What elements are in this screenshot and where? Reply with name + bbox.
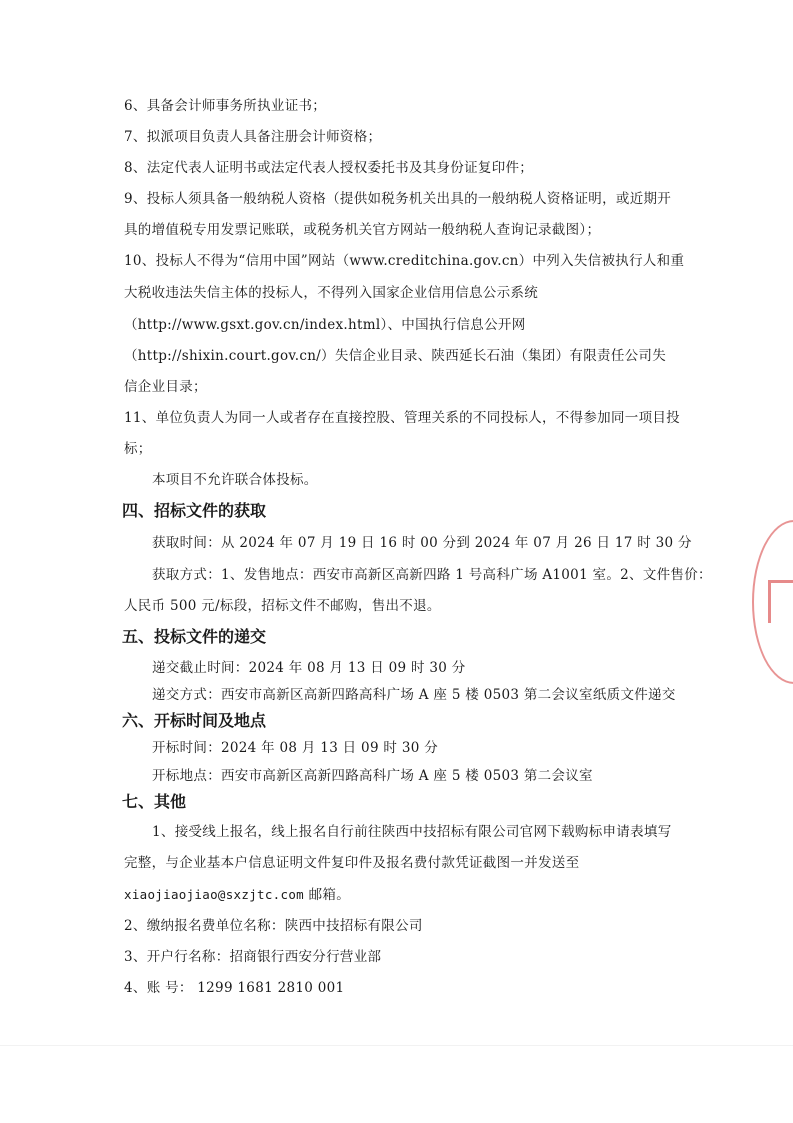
online-registration-line1: 1、接受线上报名，线上报名自行前往陕西中技招标有限公司官网下载购标申请表填写: [152, 824, 672, 840]
opening-location: 开标地点：西安市高新区高新四路高科广场 A 座 5 楼 0503 第二会议室: [152, 768, 593, 784]
requirement-7: 7、拟派项目负责人具备注册会计师资格；: [124, 129, 382, 145]
email-line: [124, 885, 733, 905]
requirement-10-line1: 10、投标人不得为“信用中国”网站（www.creditchina.gov.cn）中列入失信被执行人和重: [124, 253, 685, 269]
online-registration-line2: 完整，与企业基本户信息证明文件复印件及报名费付款凭证截图一并发送至: [124, 855, 580, 871]
email-suffix: 邮箱。: [304, 887, 350, 903]
email-address: xiaojiaojiao@sxzjtc.com: [124, 887, 304, 902]
acquisition-time: 获取时间：从 2024 年 07 月 19 日 16 时 00 分到 2024 年 07 月 26 日 17 时 30 分: [152, 535, 692, 551]
requirement-9-line1: 9、投标人须具备一般纳税人资格（提供如税务机关出具的一般纳税人资格证明，或近期开: [124, 191, 672, 207]
account-number: 4、账 号： 1299 1681 2810 001: [124, 980, 345, 996]
opening-time: 开标时间：2024 年 08 月 13 日 09 时 30 分: [152, 740, 438, 756]
acquisition-method: 获取方式：1、发售地点：西安市高新区高新四路 1 号高科广场 A1001 室。2、文件售价：: [152, 567, 712, 583]
requirement-9-line2: 具的增值税专用发票记账联，或税务机关官方网站一般纳税人查询记录截图）；: [124, 222, 601, 238]
seal-stamp: [752, 520, 793, 684]
section-6-title: 六、开标时间及地点: [122, 711, 267, 730]
requirement-10-line5: 信企业目录；: [124, 379, 207, 395]
submission-deadline: 递交截止时间：2024 年 08 月 13 日 09 时 30 分: [152, 660, 466, 676]
section-4-title: 四、招标文件的获取: [122, 501, 267, 520]
requirement-8: 8、法定代表人证明书或法定代表人授权委托书及其身份证复印件；: [124, 160, 534, 176]
requirement-10-line2: 大税收违法失信主体的投标人，不得列入国家企业信用信息公示系统: [124, 285, 538, 301]
requirement-10-line3: （http://www.gsxt.gov.cn/index.html）、中国执行信息公开网: [124, 317, 526, 333]
scan-artifact-line: [0, 1045, 793, 1046]
requirement-11-line2: 标；: [124, 441, 152, 457]
acquisition-price: 人民币 500 元/标段，招标文件不邮购，售出不退。: [124, 598, 441, 614]
requirement-10-line4: （http://shixin.court.gov.cn/）失信企业目录、陕西延长石油（集团）有限责任公司失: [124, 348, 667, 364]
payee-name: 2、缴纳报名费单位名称：陕西中技招标有限公司: [124, 918, 423, 934]
section-5-title: 五、投标文件的递交: [122, 627, 267, 646]
section-7-title: 七、其他: [122, 792, 187, 811]
requirement-11-line1: 11、单位负责人为同一人或者存在直接控股、管理关系的不同投标人，不得参加同一项目投: [124, 410, 680, 426]
bank-name: 3、开户行名称：招商银行西安分行营业部: [124, 949, 382, 965]
submission-method: 递交方式：西安市高新区高新四路高科广场 A 座 5 楼 0503 第二会议室纸质文件递交: [152, 687, 676, 703]
consortium-note: 本项目不允许联合体投标。: [152, 472, 318, 488]
seal-mark: [768, 580, 793, 623]
requirement-6: 6、具备会计师事务所执业证书；: [124, 98, 327, 114]
